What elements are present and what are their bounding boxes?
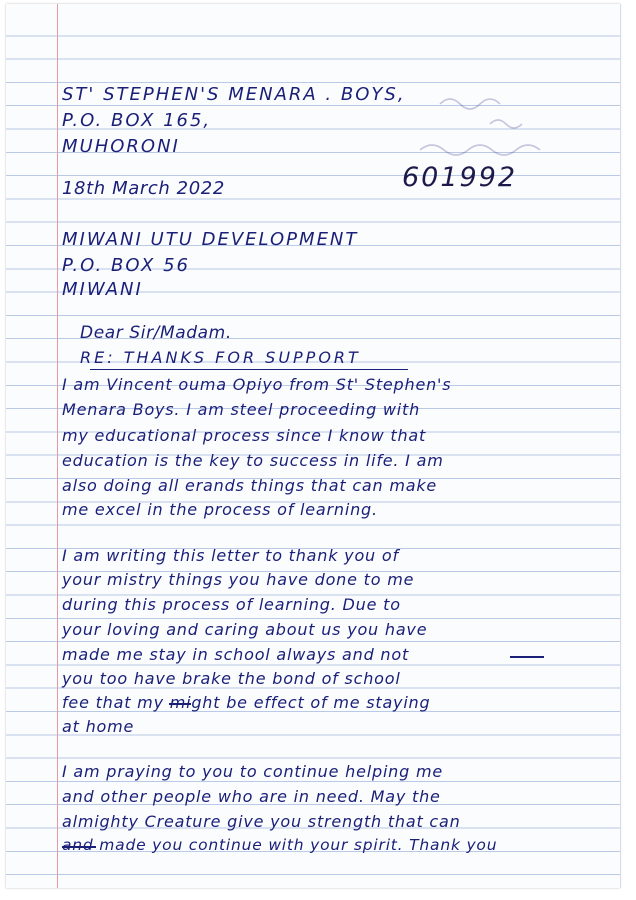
body-line: made me stay in school always and not [62,645,410,664]
strike-through-mark [62,846,96,848]
body-line: me excel in the process of learning. [62,500,378,519]
body-line: also doing all erands things that can make [62,476,438,495]
strike-through-mark [169,703,191,705]
recipient-town: MIWANI [62,279,143,300]
sender-name: ST' STEPHEN'S MENARA . BOYS, [62,84,406,105]
body-line: at home [62,717,135,736]
body-line: and made you continue with your spirit. Thank you [62,836,498,854]
salutation: Dear Sir/Madam. [80,323,232,343]
body-line: your loving and caring about us you have [62,620,428,639]
sender-box: P.O. BOX 165, [62,110,212,131]
reference-number: 601992 [402,162,518,193]
sender-town: MUHORONI [62,136,180,157]
subject-line: RE: THANKS FOR SUPPORT [80,348,361,367]
body-line: I am Vincent ouma Opiyo from St' Stephen's [62,375,452,394]
recipient-box: P.O. BOX 56 [62,255,190,276]
body-line: my educational process since I know that [62,426,427,445]
body-line: I am praying to you to continue helping me [62,762,443,781]
strike-through-mark [510,656,544,658]
body-line: during this process of learning. Due to [62,595,401,614]
body-line: you too have brake the bond of school [62,669,401,688]
body-line: and other people who are in need. May the [62,787,441,806]
body-line: Menara Boys. I am steel proceeding with [62,400,421,419]
body-line: education is the key to success in life. I am [62,451,444,470]
reverse-side-bleed-through [420,84,570,174]
body-line: almighty Creature give you strength that can [62,812,461,831]
margin-line [57,4,58,888]
letter-date: 18th March 2022 [62,178,225,199]
recipient-name: MIWANI UTU DEVELOPMENT [62,229,359,250]
body-line: I am writing this letter to thank you of [62,546,399,565]
body-line: your mistry things you have done to me [62,570,415,589]
subject-underline [90,369,408,370]
body-line: fee that my might be effect of me staying [62,693,431,712]
